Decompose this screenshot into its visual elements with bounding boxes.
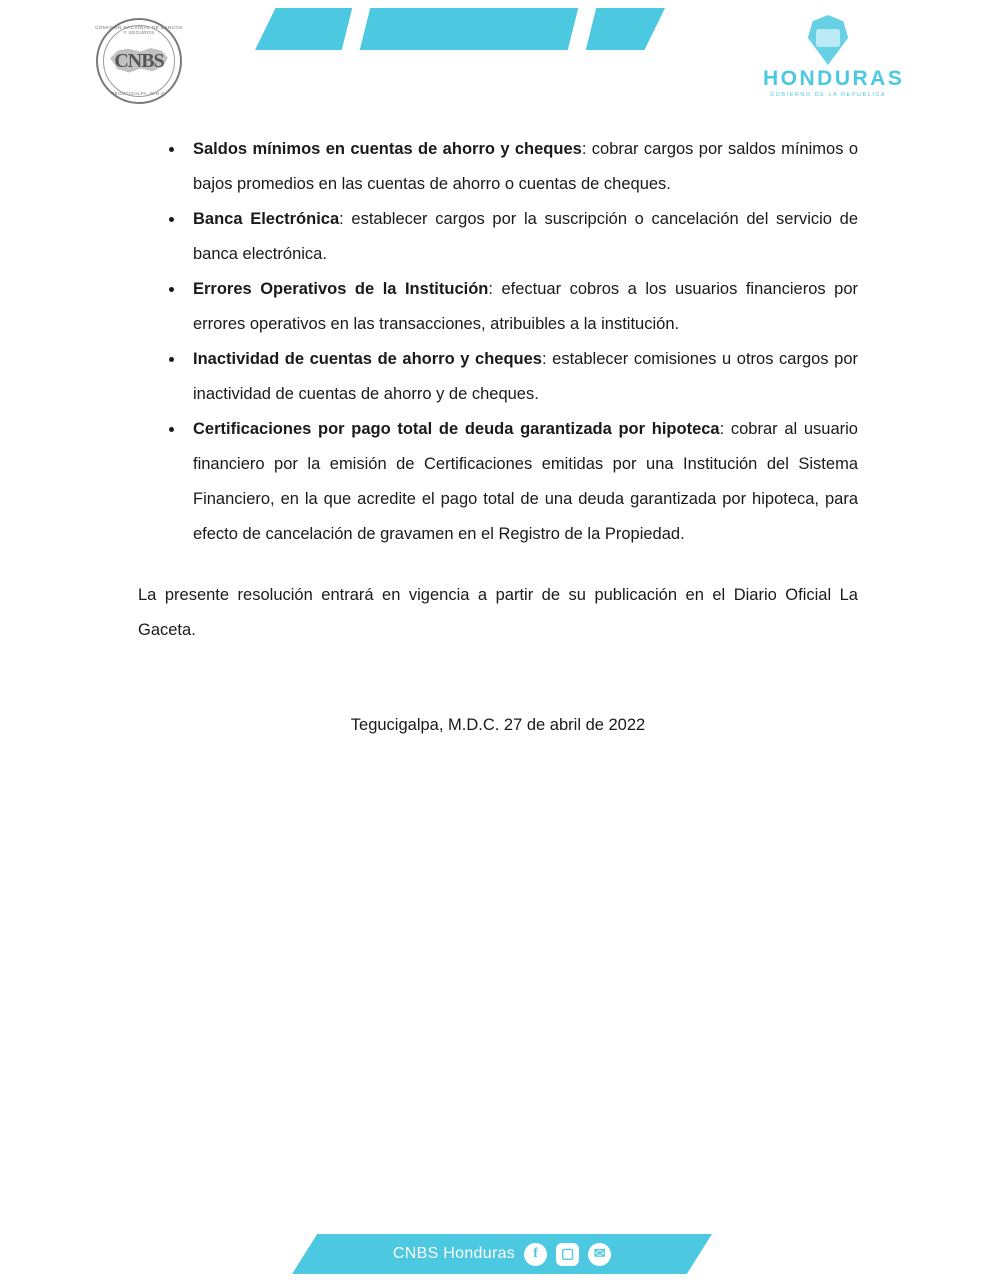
- footer-banner: [292, 1234, 712, 1274]
- list-item-text: : cobrar al usuario financiero por la emisión de Certificaciones emitidas por una Institución del Sistema Financiero, en la que acredite el pago total de una deuda garantizada por hipoteca, para efecto de cancelación de gravamen en el Registro de la Propiedad.: [193, 420, 858, 543]
- honduras-government-logo: [763, 14, 905, 98]
- seal-bottom-text: TEGUCIGALPA, M.D.C.: [111, 91, 167, 96]
- crest-icon: [804, 14, 852, 66]
- instagram-icon[interactable]: ▢: [556, 1243, 579, 1266]
- list-item: [193, 132, 858, 202]
- list-item-text: : efectuar cobros a los usuarios financieros por errores operativos en las transacciones, atribuibles a la institución.: [193, 280, 858, 333]
- seal-top-text: COMISION NACIONAL DE BANCOS Y SEGUROS: [95, 25, 183, 35]
- facebook-icon[interactable]: f: [524, 1243, 547, 1266]
- crest-inner-shape: [816, 29, 839, 48]
- list-item-text: : establecer comisiones u otros cargos por inactividad de cuentas de ahorro y de cheques.: [193, 350, 858, 403]
- page-footer: [0, 1220, 989, 1280]
- honduras-wordmark: HONDURAS: [763, 67, 905, 90]
- list-item-lead: Errores Operativos de la Institución: [193, 280, 489, 298]
- cnbs-seal-logo: [96, 18, 182, 104]
- list-item-lead: Inactividad de cuentas de ahorro y cheques: [193, 350, 542, 368]
- page-header: [0, 0, 989, 120]
- honduras-subtitle: GOBIERNO DE LA REPUBLICA: [769, 92, 887, 98]
- list-item-text: : establecer cargos por la suscripción o cancelación del servicio de banca electrónica.: [193, 210, 858, 263]
- document-body: [138, 132, 858, 740]
- footer-label: CNBS Honduras: [392, 1245, 516, 1262]
- seal-monogram: CNBS: [114, 50, 164, 72]
- twitter-icon[interactable]: ✉: [588, 1243, 611, 1266]
- list-item-text: : cobrar cargos por saldos mínimos o bajos promedios en las cuentas de ahorro o cuentas de cheques.: [193, 140, 858, 193]
- list-item-lead: Saldos mínimos en cuentas de ahorro y cheques: [193, 140, 582, 158]
- bullet-list: [138, 132, 858, 552]
- closing-paragraph: La presente resolución entrará en vigencia a partir de su publicación en el Diario Oficial La Gaceta.: [138, 586, 858, 639]
- list-item-lead: Banca Electrónica: [193, 210, 340, 228]
- header-banner-decoration: [255, 8, 665, 50]
- place-date-line: Tegucigalpa, M.D.C. 27 de abril de 2022: [350, 716, 646, 734]
- list-item-lead: Certificaciones por pago total de deuda garantizada por hipoteca: [193, 420, 720, 438]
- list-item: [193, 412, 858, 552]
- list-item: [193, 272, 858, 342]
- list-item: [193, 342, 858, 412]
- list-item: [193, 202, 858, 272]
- footer-content: [292, 1234, 712, 1274]
- banner-shape: [255, 8, 665, 50]
